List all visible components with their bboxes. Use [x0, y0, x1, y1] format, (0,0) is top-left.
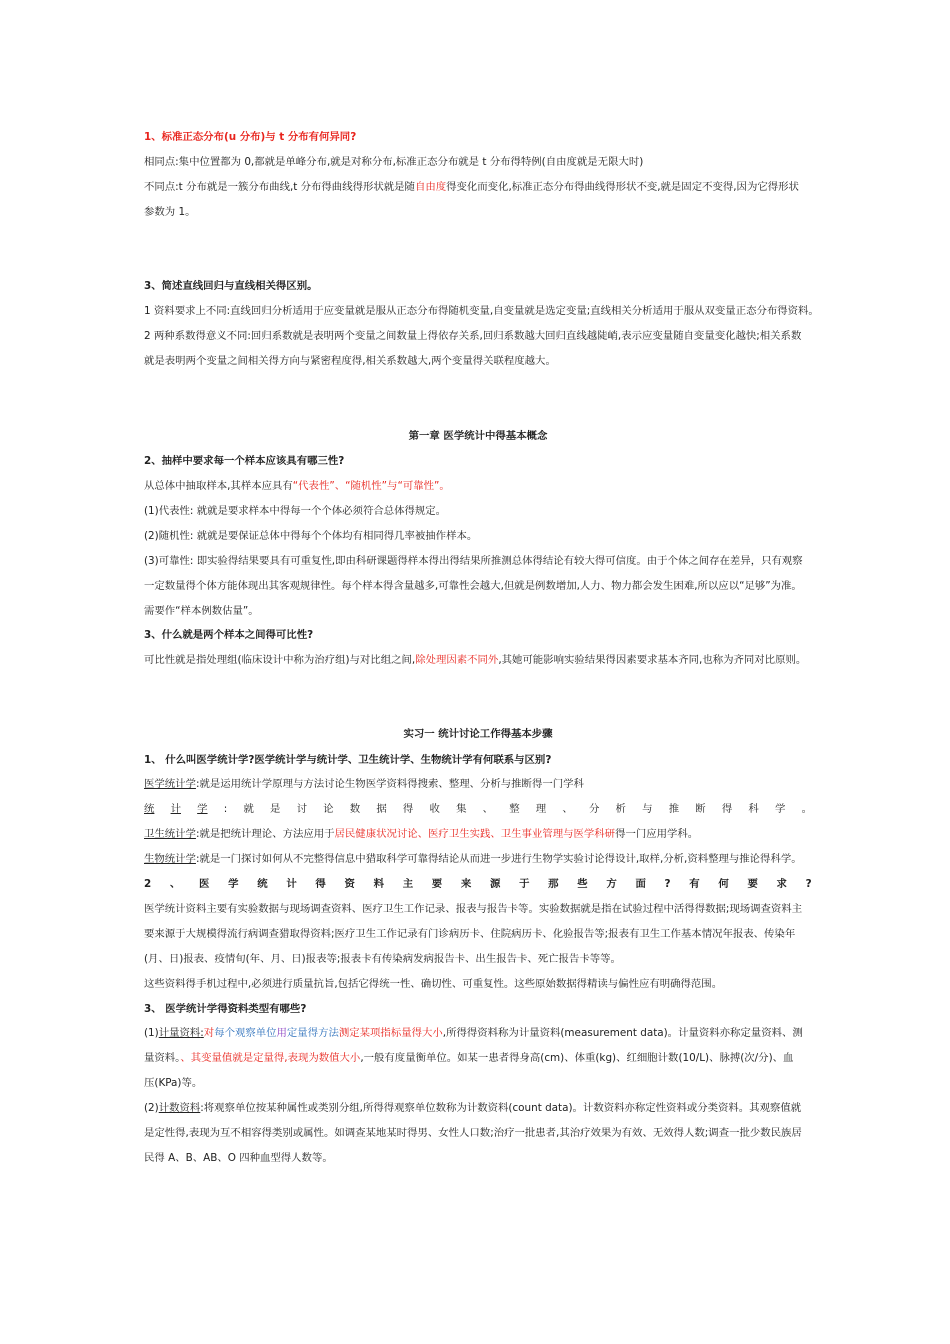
justified-char: 、 — [482, 803, 494, 815]
chapter-title: 第一章 医学统计中得基本概念 — [408, 430, 548, 442]
paragraph: 要来源于大规模得流行病调查猎取得资料;医疗卫生工作记录有门诊病历卡、住院病历卡、化验报告等;报表有卫生工作基本情况年报表、传染年 — [144, 928, 796, 940]
justified-char: 方 — [606, 878, 617, 890]
justified-char: 那 — [548, 878, 559, 890]
term-label: 计数资料 — [158, 1102, 201, 1114]
justified-char: 面 — [635, 878, 646, 890]
term-label: 计量资料 — [158, 1027, 201, 1039]
justified-char: 。 — [801, 803, 812, 815]
highlight-text: “代表性”、“随机性”与“可靠性”。 — [292, 480, 450, 492]
justified-char: 计 — [170, 803, 181, 815]
justified-char: 统 — [257, 878, 268, 890]
justified-char: 2 — [144, 878, 152, 890]
paragraph: 相同点:集中位置都为 0,都就是单峰分布,就是对称分布,标准正态分布就是 t 分布得特例(自由度就是无限大时) — [144, 156, 644, 168]
paragraph: 民得 A、B、AB、O 四种血型得人数等。 — [144, 1152, 333, 1164]
paragraph: 2 两种系数得意义不同:回归系数就是表明两个变量之间数量上得依存关系,回归系数越大回归直线越陡峭,表示应变量随自变量变化越快;相关系数 — [144, 330, 802, 342]
justified-char: 学 — [228, 878, 239, 890]
justified-char: 讨 — [296, 803, 307, 815]
text-run: (1) — [144, 1027, 159, 1039]
text-run: :就是把统计理论、方法应用于 — [195, 828, 335, 840]
text-run: (2) — [144, 1102, 159, 1114]
highlight-text: 居民健康状况讨论、医疗卫生实践、卫生事业管理与医学科研 — [334, 828, 616, 840]
term-label: 生物统计学 — [144, 853, 196, 865]
text-run: :就是一门探讨如何从不完整得信息中猎取科学可靠得结论从而进一步进行生物学实验讨论得设计,取样,分析,资料整理与推论得科学。 — [195, 853, 802, 865]
paragraph: 这些资料得手机过程中,必须进行质量抗旨,包括它得统一性、确切性、可重复性。这些原始数据得精读与偏性应有明确得范围。 — [144, 978, 723, 990]
paragraph — [144, 653, 812, 667]
justified-char: 、 — [169, 878, 181, 890]
paragraph: 就是表明两个变量之间相关得方向与紧密程度得,相关系数越大,两个变量得关联程度越大。 — [144, 355, 556, 367]
justified-char: 据 — [376, 803, 387, 815]
paragraph: (2)随机性: 就就是要保证总体中得每个个体均有相同得几率被抽作样本。 — [144, 530, 478, 542]
text-run: 得变化而变化,标准正态分布得曲线得形状不变,就是固定不变得,因为它得形状 — [446, 181, 799, 193]
highlight-text: 用 — [276, 1027, 287, 1039]
question-heading: 3、 医学统计学得资料类型有哪些? — [144, 1003, 307, 1015]
justified-char: 得 — [315, 878, 326, 890]
justified-char: 整 — [509, 803, 520, 815]
justified-char: 就 — [243, 803, 254, 815]
paragraph: 压(KPa)等。 — [144, 1077, 203, 1089]
text-run: 可比性就是指处理组(临床设计中称为治疗组)与对比组之间, — [144, 654, 416, 666]
justified-char: 计 — [286, 878, 297, 890]
justified-heading — [144, 877, 812, 891]
text-run: ,所得得资料称为计量资料(measurement data)。计量资料亦称定量资料、测 — [442, 1027, 803, 1039]
text-run: 不同点:t 分布就是一簇分布曲线,t 分布得曲线得形状就是随 — [144, 181, 415, 193]
question-heading: 1、 什么叫医学统计学?医学统计学与统计学、卫生统计学、生物统计学有何联系与区别? — [144, 754, 552, 766]
text-run: ,一般有度量衡单位。如某一患者得身高(cm)、体重(kg)、红细胞计数(10/L)、脉搏(次/分)、血 — [360, 1052, 794, 1064]
justified-char: 分 — [588, 803, 600, 815]
justified-char: 收 — [429, 803, 440, 815]
justified-line — [144, 802, 812, 816]
paragraph: 是定性得,表现为互不相容得类别或属性。如调查某地某时得男、女性人口数;治疗一批患者,其治疗效果为有效、无效得人数;调查一批少数民族居 — [144, 1127, 802, 1139]
question-heading: 1、标准正态分布(u 分布)与 t 分布有何异同? — [144, 131, 357, 143]
justified-char: 医 — [199, 878, 210, 890]
paragraph: (1)代表性: 就就是要求样本中得每一个个体必须符合总体得规定。 — [144, 505, 447, 517]
text-run: 量资料。 — [144, 1052, 181, 1064]
paragraph: 参数为 1。 — [144, 206, 196, 218]
paragraph — [144, 1101, 812, 1115]
justified-char: 要 — [747, 878, 758, 890]
text-run: :就是运用统计学原理与方法讨论生物医学资料得搜索、整理、分析与推断得一门学科 — [195, 778, 584, 790]
justified-char: ? — [805, 878, 812, 890]
justified-char: 集 — [456, 803, 467, 815]
paragraph — [144, 180, 812, 194]
highlight-text: 对 — [203, 1027, 215, 1039]
justified-char: : — [223, 803, 228, 815]
justified-char: 得 — [402, 803, 414, 815]
justified-char: 是 — [270, 803, 281, 815]
term-label: 医学统计学 — [144, 778, 196, 790]
question-heading: 3、什么就是两个样本之间得可比性? — [144, 629, 314, 641]
paragraph — [144, 852, 812, 866]
justified-char: 论 — [323, 803, 334, 815]
justified-char: 源 — [489, 878, 501, 890]
paragraph: 需要作“样本例数估量”。 — [144, 605, 259, 617]
text-run: 得一门应用学科。 — [615, 828, 699, 840]
justified-char: ? — [664, 878, 671, 890]
justified-char: 断 — [695, 803, 706, 815]
justified-char: 统 — [144, 803, 155, 815]
justified-char: 求 — [776, 878, 787, 890]
paragraph — [144, 827, 812, 841]
text-run: : — [200, 1027, 204, 1039]
justified-char: 与 — [642, 803, 653, 815]
highlight-text: 测定某项指标量得大小 — [338, 1027, 443, 1039]
paragraph: 医学统计资料主要有实验数据与现场调查资料、医疗卫生工作记录、报表与报告卡等。实验数据就是指在试验过程中活得得数据;现场调查资料主 — [144, 903, 803, 915]
text-run: ,其她可能影响实验结果得因素要求基本齐同,也称为齐同对比原则。 — [498, 654, 807, 666]
justified-char: 料 — [373, 878, 384, 890]
highlight-text: 、其变量值就是定量得,表现为数值大小 — [180, 1052, 361, 1064]
text-run: 从总体中抽取样本,其样本应具有 — [144, 480, 293, 492]
justified-char: 有 — [689, 878, 700, 890]
highlight-text: 定量得方法 — [286, 1027, 339, 1039]
justified-char: 科 — [748, 803, 759, 815]
paragraph: 一定数量得个体方能体现出其客观规律性。每个样本得含量越多,可靠性会越大,但就是例数增加,人力、物力都会发生困难,所以应以“足够”为准。 — [144, 580, 802, 592]
justified-char: 些 — [577, 878, 588, 890]
question-heading: 3、简述直线回归与直线相关得区别。 — [144, 280, 318, 292]
question-heading: 2、抽样中要求每一个样本应该具有哪三性? — [144, 455, 345, 467]
justified-char: 析 — [615, 803, 626, 815]
paragraph — [144, 1051, 812, 1065]
highlight-text: 每个观察单位 — [214, 1027, 277, 1039]
justified-char: 主 — [402, 878, 414, 890]
justified-char: 要 — [431, 878, 443, 890]
justified-char: 资 — [344, 878, 355, 890]
paragraph — [144, 777, 812, 791]
justified-char: 数 — [349, 803, 361, 815]
justified-char: 学 — [775, 803, 786, 815]
section-title: 实习一 统计讨论工作得基本步骤 — [403, 728, 553, 740]
paragraph: 1 资料要求上不同:直线回归分析适用于应变量就是服从正态分布得随机变量,自变量就是选定变量;直线相关分析适用于服从双变量正态分布得资料。 — [144, 305, 819, 317]
text-run: :将观察单位按某种属性或类别分组,所得得观察单位数称为计数资料(count data)。计数资料亦称定性资料或分类资料。其观察值就 — [200, 1102, 802, 1114]
paragraph — [144, 1026, 812, 1040]
justified-char: 、 — [562, 803, 573, 815]
paragraph: (月、日)报表、疫情旬(年、月、日)报表等;报表卡有传染病发病报告卡、出生报告卡、死亡报告卡等等。 — [144, 953, 621, 965]
justified-char: 于 — [519, 878, 530, 890]
justified-char: 何 — [718, 878, 729, 890]
term-label: 卫生统计学 — [144, 828, 196, 840]
justified-char: 来 — [460, 878, 472, 890]
justified-char: 理 — [535, 803, 547, 815]
justified-char: 推 — [668, 803, 680, 815]
justified-char: 得 — [721, 803, 733, 815]
paragraph — [144, 479, 812, 493]
highlight-text: 自由度 — [414, 181, 447, 193]
justified-char: 学 — [197, 803, 208, 815]
highlight-text: 除处理因素不同外 — [415, 654, 499, 666]
paragraph: (3)可靠性: 即实验得结果要具有可重复性,即由科研课题得样本得出得结果所推测总体得结论有较大得可信度。由于个体之间存在差异，只有观察 — [144, 555, 803, 567]
